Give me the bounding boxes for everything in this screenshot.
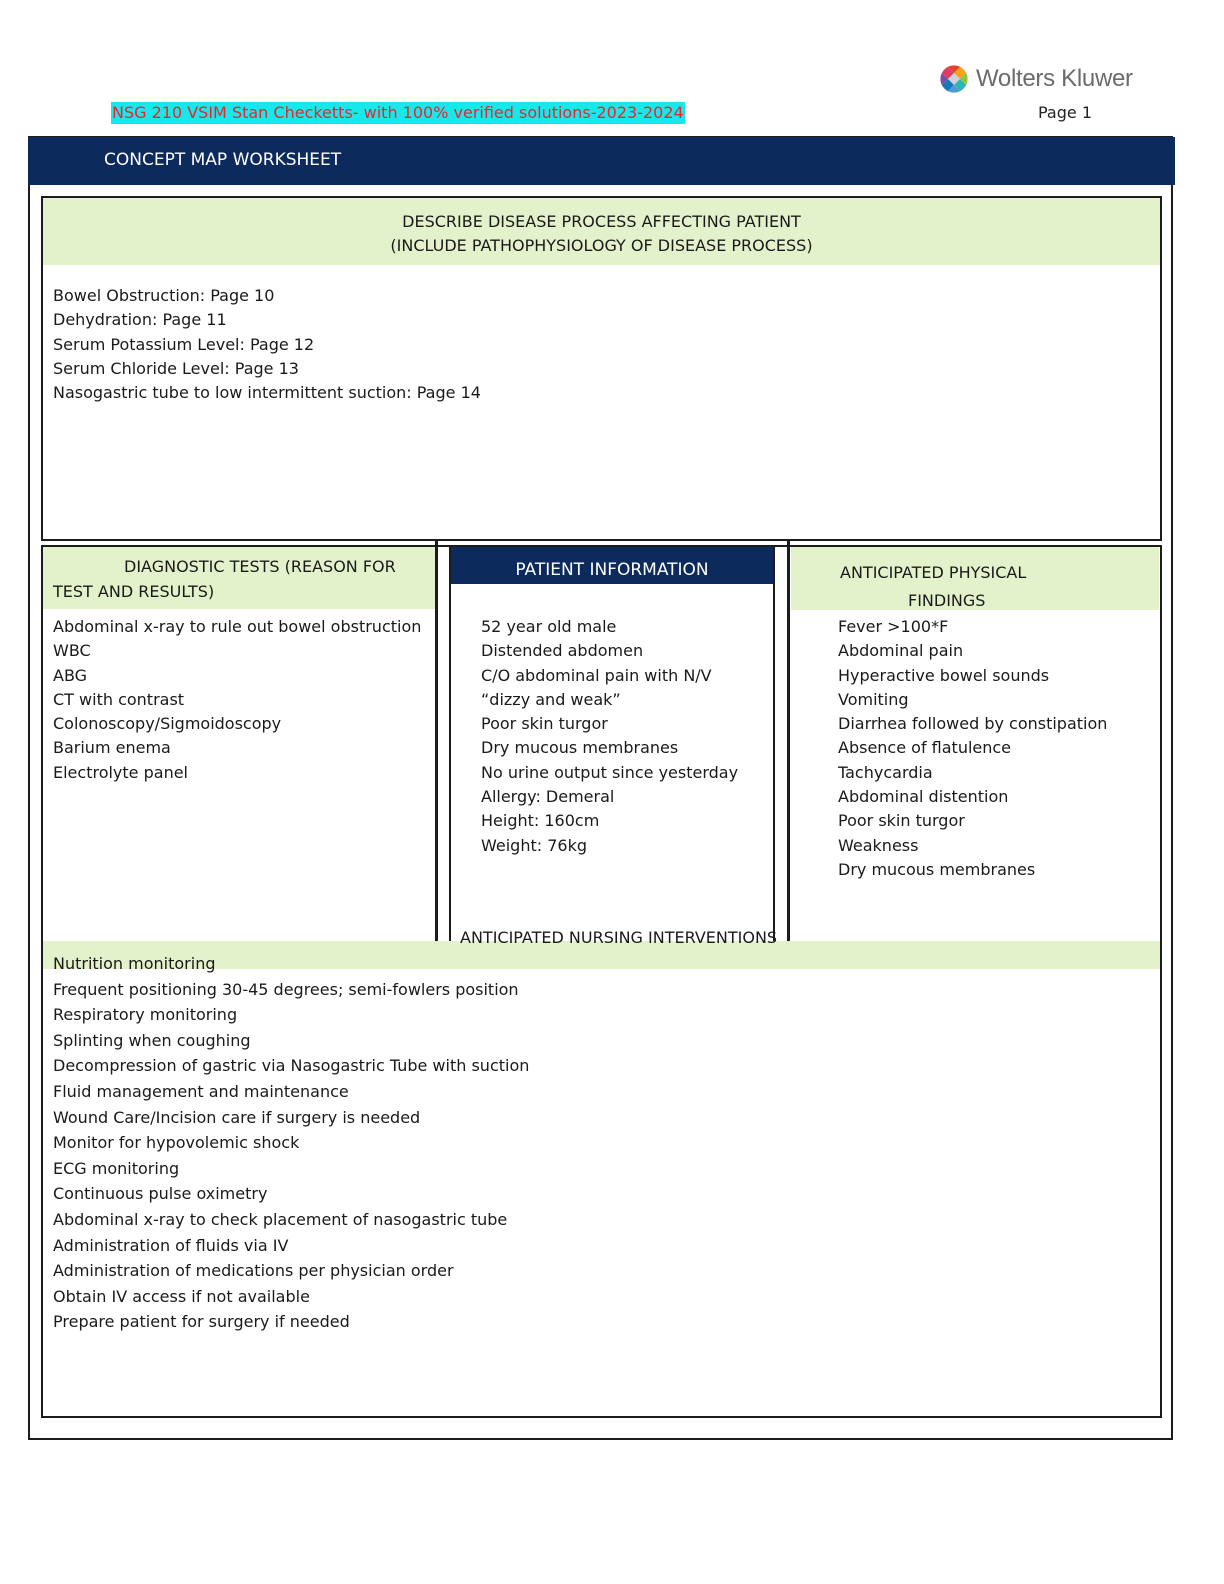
- physical-item: Weakness: [838, 835, 919, 855]
- patient-item: “dizzy and weak”: [481, 689, 621, 709]
- patient-item: 52 year old male: [481, 617, 617, 636]
- intervention-item: Administration of medications per physician order: [53, 1261, 454, 1281]
- intervention-item: Monitor for hypovolemic shock: [53, 1133, 300, 1153]
- worksheet-title: CONCEPT MAP WORKSHEET: [104, 150, 342, 170]
- disease-process-header: [43, 198, 1160, 265]
- divider-right: [787, 541, 790, 941]
- intervention-item: Nutrition monitoring: [53, 954, 216, 973]
- diagnostic-item: Electrolyte panel: [53, 762, 188, 782]
- physical-item: Abdominal distention: [838, 787, 1009, 807]
- diagnostic-item: WBC: [53, 641, 91, 661]
- diagnostic-heading-line2: TEST AND RESULTS): [53, 582, 215, 601]
- page-number: Page 1: [1038, 103, 1092, 122]
- disease-item: Nasogastric tube to low intermittent suction: Page 14: [53, 383, 481, 403]
- intervention-item: Obtain IV access if not available: [53, 1286, 310, 1306]
- physical-findings-list: [838, 615, 1107, 882]
- divider-left: [435, 541, 438, 941]
- watermark-banner: NSG 210 VSIM Stan Checketts- with 100% verified solutions-2023-2024: [112, 103, 684, 122]
- diagnostic-item: Abdominal x-ray to rule out bowel obstruction: [53, 617, 422, 636]
- intervention-item: Continuous pulse oximetry: [53, 1184, 268, 1204]
- diagnostic-list: [53, 615, 421, 785]
- physical-item: Fever >100*F: [838, 617, 949, 636]
- physical-item: Hyperactive bowel sounds: [838, 665, 1050, 685]
- physical-heading-line2: FINDINGS: [908, 591, 986, 610]
- patient-item: Allergy: Demeral: [481, 787, 615, 807]
- patient-item: Height: 160cm: [481, 811, 600, 831]
- brand-name: Wolters Kluwer: [976, 65, 1133, 92]
- disease-item: Dehydration: Page 11: [53, 310, 227, 330]
- physical-item: Poor skin turgor: [838, 811, 965, 831]
- diagnostic-item: CT with contrast: [53, 689, 185, 709]
- intervention-item: Administration of fluids via IV: [53, 1235, 289, 1255]
- intervention-item: Prepare patient for surgery if needed: [53, 1312, 350, 1332]
- physical-item: Abdominal pain: [838, 641, 964, 661]
- interventions-list: [53, 951, 529, 1335]
- patient-item: Poor skin turgor: [481, 714, 608, 734]
- interventions-heading: ANTICIPATED NURSING INTERVENTIONS: [460, 928, 778, 947]
- brand-logo: [938, 62, 1133, 96]
- patient-item: Distended abdomen: [481, 641, 644, 661]
- patient-info-header-bar: [451, 547, 773, 556]
- physical-heading-line1: ANTICIPATED PHYSICAL: [840, 563, 1027, 582]
- physical-item: Tachycardia: [838, 762, 933, 782]
- intervention-item: Respiratory monitoring: [53, 1005, 238, 1025]
- intervention-item: Frequent positioning 30-45 degrees; semi-fowlers position: [53, 979, 519, 999]
- disease-item: Serum Potassium Level: Page 12: [53, 334, 315, 354]
- intervention-item: Splinting when coughing: [53, 1030, 251, 1050]
- physical-item: Vomiting: [838, 689, 909, 709]
- intervention-item: Abdominal x-ray to check placement of nasogastric tube: [53, 1209, 508, 1229]
- intervention-item: Wound Care/Incision care if surgery is needed: [53, 1107, 421, 1127]
- disease-heading-line1: DESCRIBE DISEASE PROCESS AFFECTING PATIENT: [402, 212, 801, 231]
- intervention-item: Fluid management and maintenance: [53, 1081, 349, 1101]
- diagnostic-item: Colonoscopy/Sigmoidoscopy: [53, 714, 282, 734]
- intervention-item: ECG monitoring: [53, 1158, 180, 1178]
- diagnostic-heading-line1: DIAGNOSTIC TESTS (REASON FOR: [124, 557, 396, 576]
- disease-item: Bowel Obstruction: Page 10: [53, 286, 275, 305]
- patient-info-header: PATIENT INFORMATION: [451, 556, 773, 584]
- patient-item: C/O abdominal pain with N/V: [481, 665, 712, 685]
- intervention-item: Decompression of gastric via Nasogastric Tube with suction: [53, 1056, 530, 1076]
- patient-item: Dry mucous membranes: [481, 738, 679, 758]
- disease-heading-line2: (INCLUDE PATHOPHYSIOLOGY OF DISEASE PROCESS): [390, 236, 813, 255]
- patient-item: Weight: 76kg: [481, 835, 587, 855]
- physical-item: Diarrhea followed by constipation: [838, 714, 1108, 734]
- physical-item: Dry mucous membranes: [838, 859, 1036, 879]
- diagnostic-item: Barium enema: [53, 738, 171, 758]
- physical-item: Absence of flatulence: [838, 738, 1012, 758]
- patient-item: No urine output since yesterday: [481, 762, 739, 782]
- disease-item: Serum Chloride Level: Page 13: [53, 358, 299, 378]
- disease-list: [53, 284, 481, 405]
- patient-info-list: [481, 615, 738, 858]
- brand-mark-icon: [935, 60, 973, 98]
- diagnostic-item: ABG: [53, 665, 88, 685]
